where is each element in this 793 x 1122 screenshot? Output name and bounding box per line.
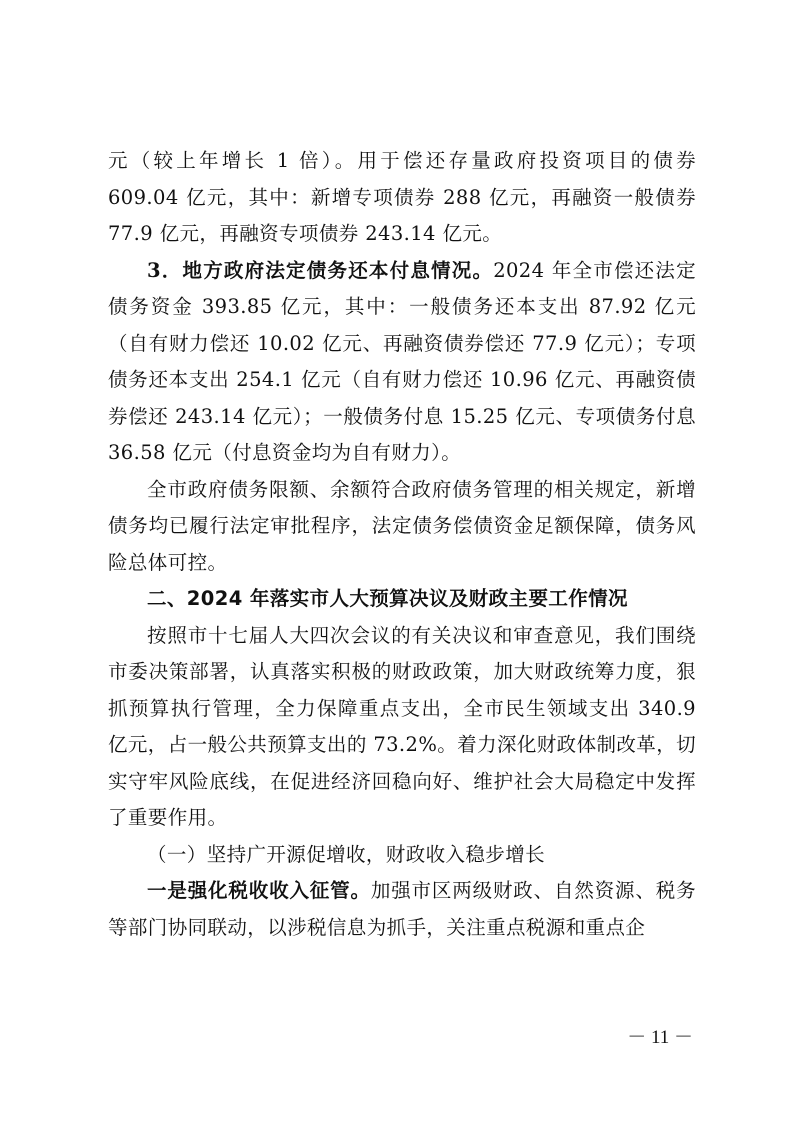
- page-number: － 11 －: [627, 1027, 693, 1048]
- paragraph-debt-service-heading: 3．地方政府法定债务还本付息情况。: [147, 258, 494, 282]
- paragraph-tax-collection: [108, 873, 696, 946]
- paragraph-budget-overview: 按照市十七届人大四次会议的有关决议和审查意见，我们围绕市委决策部署，认真落实积极的财政政策，加大财政统筹力度，狠抓预算执行管理，全力保障重点支出，全市民生领域支出 340.9 亿元，占一般公共预算支出的 73.2%。着力深化财政体制改革，切实守牢风险底线，在促进经济回稳向好、维护社会大局稳定中发挥了重要作用。: [108, 623, 696, 829]
- paragraph-bond-repayment-continued: 元（较上年增长 1 倍）。用于偿还存量政府投资项目的债券 609.04 亿元，其中：新增专项债券 288 亿元，再融资一般债券 77.9 亿元，再融资专项债券 243.14 亿元。: [108, 149, 696, 245]
- section-heading: 二、2024 年落实市人大预算决议及财政主要工作情况: [147, 587, 628, 610]
- paragraph-debt-service-body: 2024 年全市偿还法定债务资金 393.85 亿元，其中：一般债务还本支出 87.92 亿元（自有财力偿还 10.02 亿元、再融资债券偿还 77.9 亿元）；专项债务还本支出 254.1 亿元（自有财力偿还 10.96 亿元、再融资债券偿还 243.14 亿元）；一般债务付息 15.25 亿元、专项债务付息 36.58 亿元（付息资金均为自有财力）。: [108, 258, 696, 464]
- subsection-heading: （一）坚持广开源促增收，财政收入稳步增长: [147, 842, 546, 866]
- paragraph-tax-collection-heading: 一是强化税收收入征管。: [147, 879, 371, 902]
- paragraph-debt-risk: 全市政府债务限额、余额符合政府债务管理的相关规定，新增债务均已履行法定审批程序，法定债务偿债资金足额保障，债务风险总体可控。: [108, 477, 696, 574]
- paragraph-debt-service: [108, 253, 696, 472]
- paragraph-tax-collection-body: 加强市区两级财政、自然资源、税务等部门协同联动，以涉税信息为抓手，关注重点税源和重点企: [108, 879, 697, 939]
- page-content: [108, 143, 696, 946]
